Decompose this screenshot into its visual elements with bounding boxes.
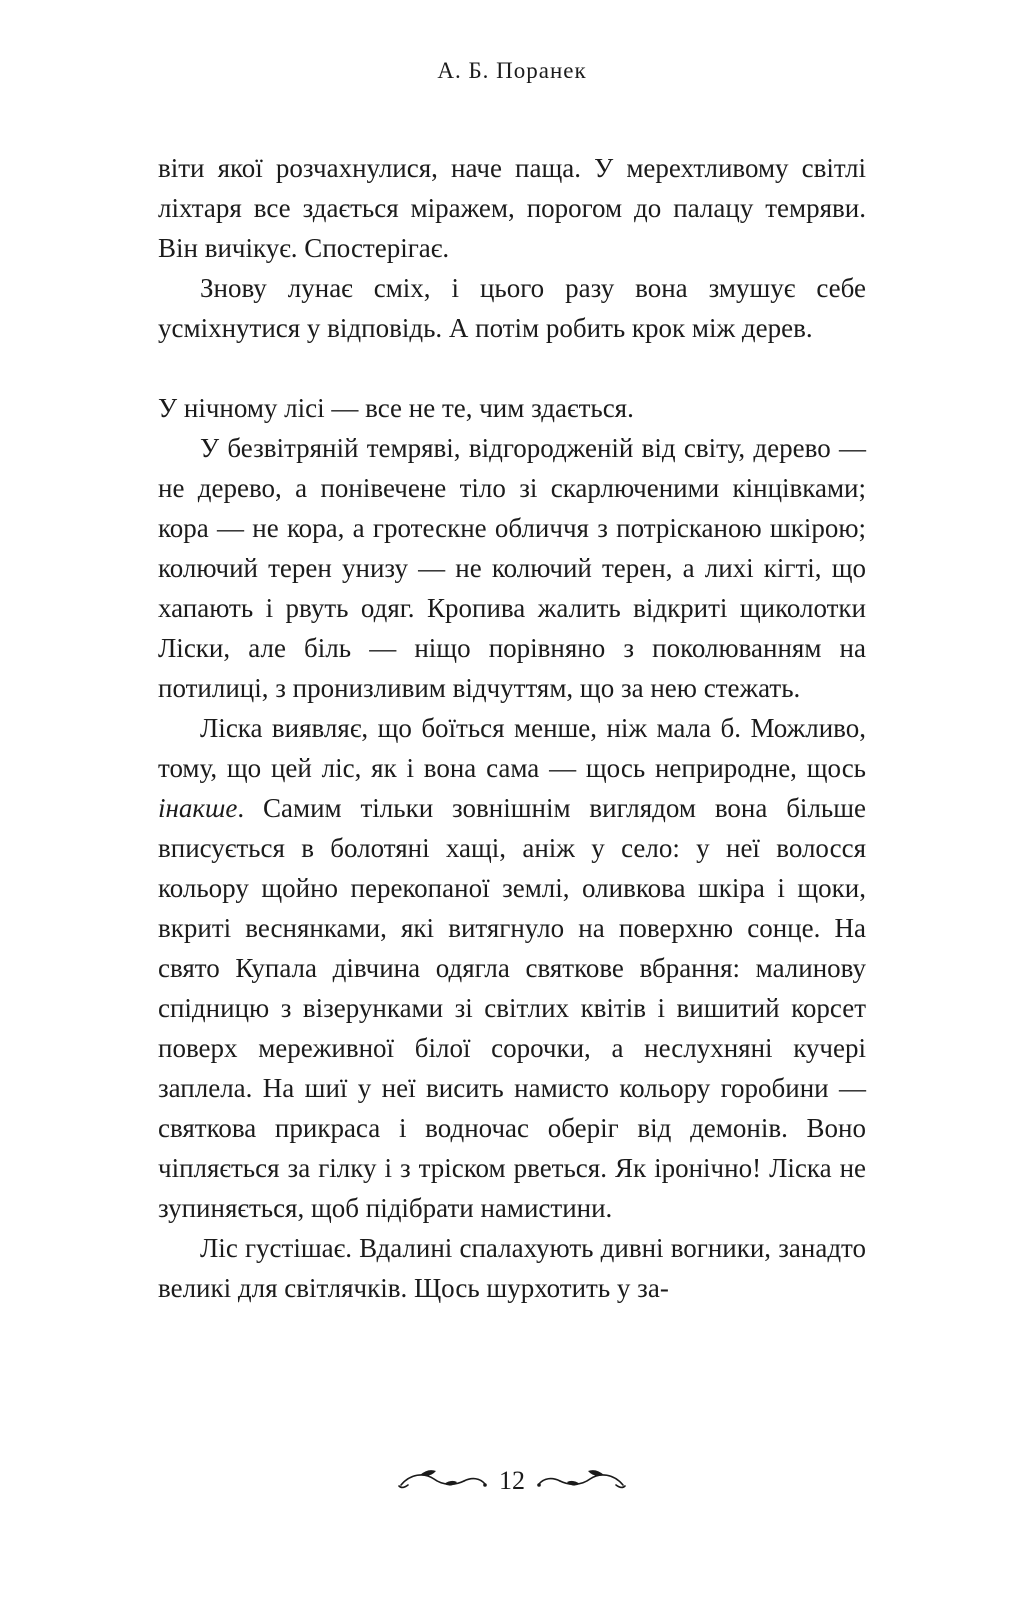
paragraph	[158, 428, 866, 708]
footer-flourish-left-icon	[397, 1468, 489, 1494]
paragraph-run-italic: інакше	[158, 793, 238, 823]
footer-flourish-right-icon	[535, 1468, 627, 1494]
paragraph	[158, 148, 866, 268]
paragraph-run: Ліс густішає. Вдалині спалахують дивні вогники, занадто великі для світлячків. Щось шурхотить у за-	[158, 1233, 866, 1303]
running-header-author: А. Б. Поранек	[437, 58, 587, 83]
paragraph	[158, 708, 866, 1228]
paragraph-run: . Самим тільки зовнішнім виглядом вона більше вписується в болотяні хащі, аніж у село: у неї волосся кольору щойно перекопаної землі, оливкова шкіра і щоки, вкриті веснянками, які витягнуло на поверхню сонце. На свято Купала дівчина одягла святкове вбрання: малинову спідницю з візерунками зі світлих квітів і вишитий корсет поверх мереживної білої сорочки, а неслухняні кучері заплела. На шиї у неї висить намисто кольору горобини — святкова прикраса і водночас оберіг від демонів. Воно чіпляється за гілку і з тріском рветься. Як іронічно! Ліска не зупиняється, щоб підібрати намистини.	[158, 793, 866, 1223]
paragraph	[158, 268, 866, 348]
body-text	[158, 148, 866, 1308]
paragraph-run: У безвітряній темряві, відгородженій від світу, дерево — не дерево, а понівечене тіло зі скарлюченими кінцівками; кора — не кора, а гротескне обличчя з потрісканою шкірою; колючий терен унизу — не колючий терен, а лихі кігті, що хапають і рвуть одяг. Кропива жалить відкриті щиколотки Ліски, але біль — ніщо порівняно з поколюванням на потилиці, з пронизливим відчуттям, що за нею стежать.	[158, 433, 866, 703]
paragraph	[158, 388, 866, 428]
paragraph-run: віти якої розчахнулися, наче паща. У мерехтливому світлі ліхтаря все здається міражем, порогом до палацу темряви. Він вичікує. Спостерігає.	[158, 153, 866, 263]
paragraph	[158, 1228, 866, 1308]
page-number: 12	[499, 1466, 525, 1495]
paragraph-run: У нічному лісі — все не те, чим здається.	[158, 393, 634, 423]
paragraph-run: Ліска виявляє, що боїться менше, ніж мала б. Можливо, тому, що цей ліс, як і вона сама — щось неприродне, щось	[158, 713, 866, 783]
footer	[0, 1468, 1024, 1494]
paragraph-run: Знову лунає сміх, і цього разу вона змушує себе усміхнутися у відповідь. А потім робить крок між дерев.	[158, 273, 866, 343]
